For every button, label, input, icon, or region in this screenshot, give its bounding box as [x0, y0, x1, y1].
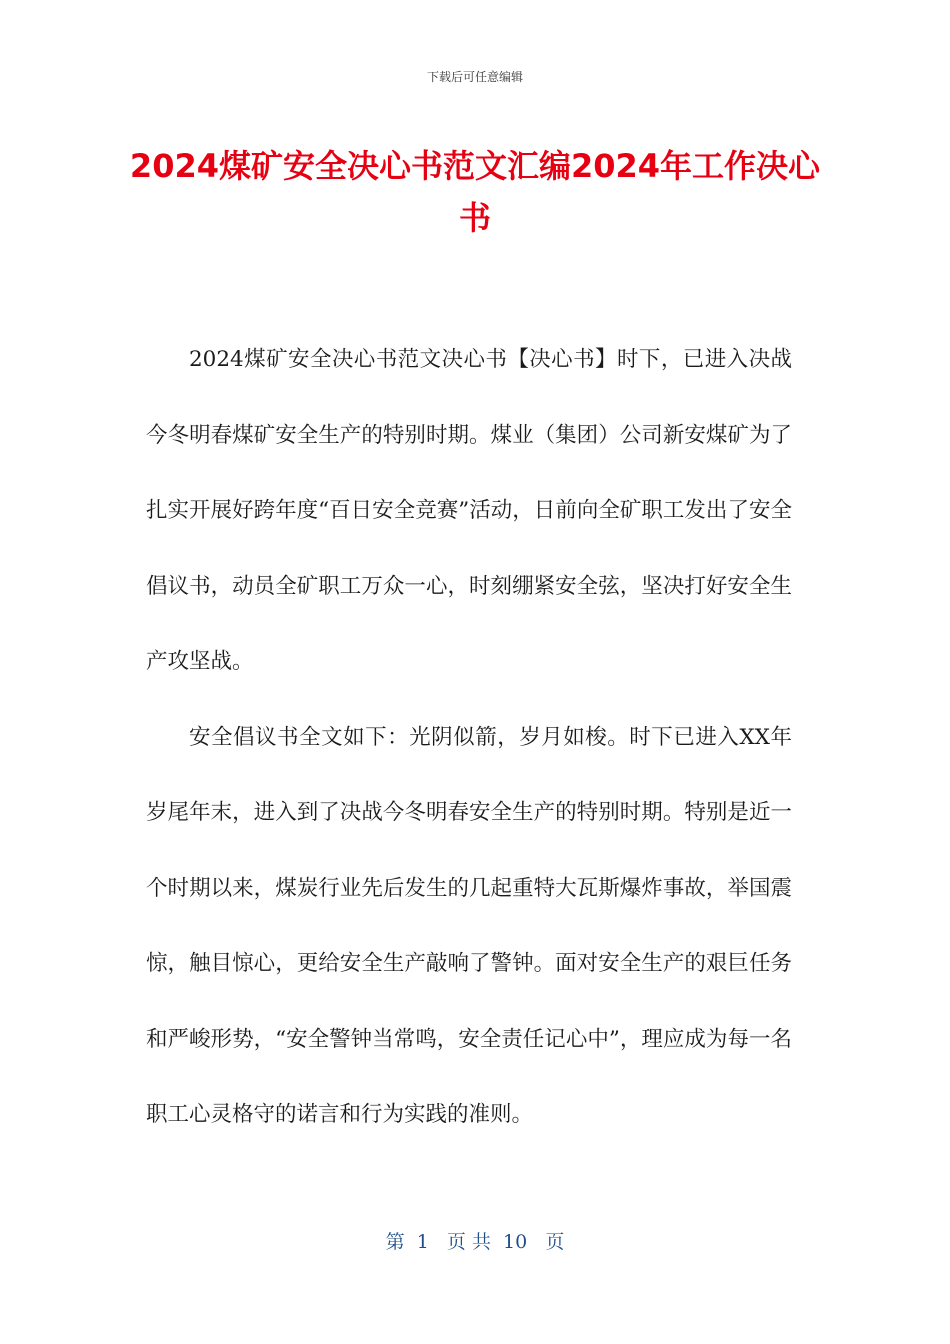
paragraph-2: 安全倡议书全文如下：光阴似箭，岁月如梭。时下已进入XX年岁尾年末，进入到了决战今冬明春安全生产的特别时期。特别是近一个时期以来，煤炭行业先后发生的几起重特大瓦斯爆炸事故，举国震惊，触目惊心，更给安全生产敲响了警钟。面对安全生产的艰巨任务和严峻形势，“安全警钟当常鸣，安全责任记心中”，理应成为每一名职工心灵格守的诺言和行为实践的准则。	[146, 724, 792, 1127]
document-body	[146, 322, 792, 1153]
page-number-footer: 第 1 页 共 10 页	[385, 1231, 565, 1253]
header-note: 下载后可任意编辑	[426, 70, 523, 84]
paragraph-1: 2024煤矿安全决心书范文决心书【决心书】时下，已进入决战今冬明春煤矿安全生产的特别时期。煤业（集团）公司新安煤矿为了扎实开展好跨年度“百日安全竞赛”活动，日前向全矿职工发出了安全倡议书，动员全矿职工万众一心，时刻绷紧安全弦，坚决打好安全生产攻坚战。	[146, 347, 792, 674]
document-title: 2024煤矿安全决心书范文汇编2024年工作决心书	[129, 147, 821, 237]
